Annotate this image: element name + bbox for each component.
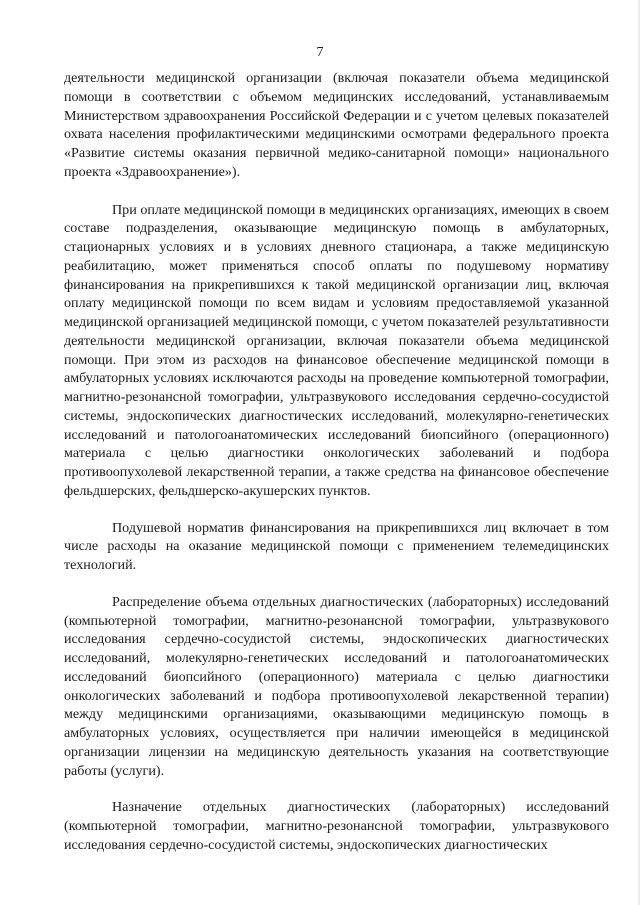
page-number: 7 <box>316 45 324 60</box>
paragraph-continuation: деятельности медицинской организации (включая показатели объема медицинской помощи в соответствии с объемом медицинских исследований, устанавливаемым Министерством здравоохранения Российской Федерации и с учетом целевых показателей охвата населения профилактическими медицинскими осмотрами федерального проекта «Развитие системы оказания первичной медико-санитарной помощи» национального проекта «Здравоохранение»). <box>64 70 609 180</box>
paragraph-payment-method: При оплате медицинской помощи в медицинских организациях, имеющих в своем составе подразделения, оказывающие медицинскую помощь в амбулаторных, стационарных условиях и в условиях дневного стационара, а также медицинскую реабилитацию, может применяться способ оплаты по подушевому нормативу финансирования на прикрепившихся к такой медицинской организации лиц, включая оплату медицинской помощи по всем видам и условиям предоставляемой указанной медицинской организацией медицинской помощи, с учетом показателей результативности деятельности медицинской организации, включая показатели объема медицинской помощи. При этом из расходов на финансовое обеспечение медицинской помощи в амбулаторных условиях исключаются расходы на проведение компьютерной томографии, магнитно-резонансной томографии, ультразвукового исследования сердечно-сосудистой системы, эндоскопических диагностических исследований, молекулярно-генетических исследований и патологоанатомических исследований биопсийного (операционного) материала с целью диагностики онкологических заболеваний и подбора противоопухолевой лекарственной терапии, а также средства на финансовое обеспечение фельдшерских, фельдшерско-акушерских пунктов. <box>64 201 609 499</box>
paragraph-assignment: Назначение отдельных диагностических (лабораторных) исследований (компьютерной томографии, магнитно-резонансной томографии, ультразвукового исследования сердечно-сосудистой системы, эндоскопических диагностических <box>64 799 609 853</box>
paragraph-distribution: Распределение объема отдельных диагностических (лабораторных) исследований (компьютерной томографии, магнитно-резонансной томографии, ультразвукового исследования сердечно-сосудистой системы, эндоскопических диагностических исследований, молекулярно-генетических исследований и патологоанатомических исследований биопсийного (операционного) материала с целью диагностики онкологических заболеваний и подбора противоопухолевой лекарственной терапии) между медицинскими организациями, оказывающими медицинскую помощь в амбулаторных условиях, осуществляется при наличии имеющейся в медицинской организации лицензии на медицинскую деятельность указания на соответствующие работы (услуги). <box>64 593 609 779</box>
document-body <box>64 69 609 855</box>
paragraph-per-capita-norm: Подушевой норматив финансирования на прикрепившихся лиц включает в том числе расходы на оказание медицинской помощи с применением телемедицинских технологий. <box>64 519 609 573</box>
